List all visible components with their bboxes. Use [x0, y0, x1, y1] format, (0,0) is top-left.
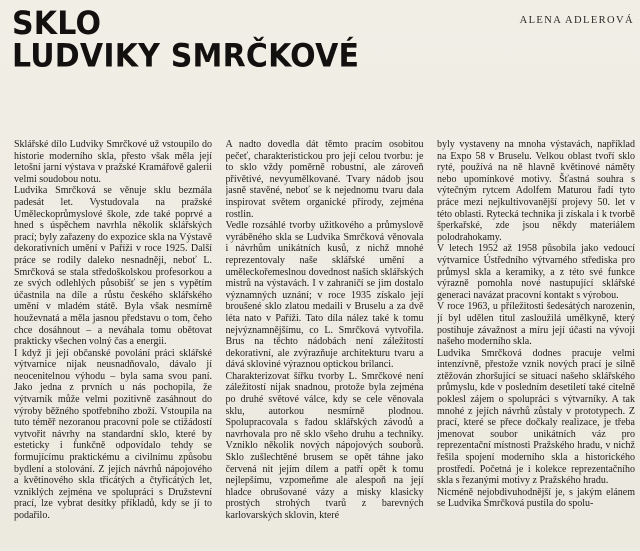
title-line-2: LUDVIKY SMRČKOVÉ: [12, 37, 360, 75]
paragraph: V letech 1952 až 1958 působila jako vedoucí výtvarnice Ústředního výtvarného střediska pro průmysl skla a keramiky, a z této své funkce výrazně pomohla nové nastupující sklářské generaci navázat pracovní kontakt s výrobou.: [437, 243, 635, 301]
author-name: ALENA ADLEROVÁ: [519, 15, 634, 26]
text-column-3: [437, 139, 635, 551]
text-column-2: [226, 139, 424, 551]
title-line-1: SKLO: [12, 4, 102, 43]
article-body: [14, 139, 635, 551]
paragraph: Nicméně nejobdivuhodnější je, s jakým elánem se Ludvika Smrčková pustila do spolu-: [437, 486, 635, 510]
paragraph: I když ji její občanské povolání práci sklářské výtvarnice nijak neusnadňovalo, dávalo jí neocenitelnou výhodu – byla sama svou paní. Jako jedna z prvních u nás pochopila, že výtvarník může velmi pozitivně zasáhnout do výroby běžného spotřebního zboží. Vstoupila na tuto téměř nezoranou pracovní pole se ctižádostí vytvořit návrhy na standardní sklo, které by esteticky i funkčně odpovídalo tehdy se formujícímu praktickému a civilnímu způsobu bydlení a stolování. Z jejích návrhů nápojového a květinového skla třicátých a čtyřicátých let, vzniklých zejména ve spolupráci s Družstevní prací, lze vybrat desítky příkladů, kdy se jí to podařilo.: [14, 347, 212, 521]
paragraph: Vedle rozsáhlé tvorby užitkového a průmyslově vyráběného skla se Ludvika Smrčková věnovala i návrhům unikátních kusů, z nichž mnohé reprezentovaly naše sklářské umění a uměleckořemeslnou dovednost našich sklářských mistrů na výstavách. I v zahraničí se jim dostalo významných uznání; v roce 1935 získalo její broušené sklo zlatou medaili v Bruselu a za dvě léta nato v Paříži. Tato díla nález také k tomu nejvýznamnějšímu, co L. Smrčková vytvořila. Brus na těchto nádobách není záležitostí dekorativní, ale zvýrazňuje architekturu tvaru a dává skloviné výraznou optickou brilanci.: [225, 220, 424, 371]
paragraph: V roce 1963, u příležitosti šedesátých narozenin, jí byl udělen titul zasloužilá umělkyně, který postihuje závažnost a míru její účasti na vývoji našeho moderního skla.: [437, 301, 635, 348]
paragraph: byly vystaveny na mnoha výstavách, například na Expo 58 v Bruselu. Velkou oblast tvoří sklo ryté, používá na ně hlavně květinové náměty nebo upomínkové motivy. Šťastná souhra s výtečným rytcem Adolfem Maturou řadí tyto práce mezi nejkultivovanější projevy 50. let v této oblasti. Rytecká technika ji získala i k tvorbě šperkařské, zde jsou někdy materiálem polodrahokamy.: [437, 139, 635, 243]
text-column-1: [14, 139, 212, 551]
paragraph: Sklářské dílo Ludviky Smrčkové už vstoupilo do historie moderního skla, přesto však měla její letošní jarní výstava v pražské Kramářově galerii velmi soudobou notu.: [14, 139, 212, 185]
paragraph: Ludvika Smrčková se věnuje sklu bezmála padesát let. Vystudovala na pražské Uměleckoprůmyslové škole, zde také poprvé a hned s úspěchem navrhla několik sklářských prací; byly zařazeny do expozice skla na Výstavě dekorativních umění v Paříži v roce 1925. Další práce se rodily daleko nesnadněji, neboť L. Smrčková se stala středoškolskou profesorkou a ze svých odlehlých působišť se jen s vypětím účastnila na díle a růstu českého sklářského umění v mladém státě. Byla však nesmírně houževnatá a měla jasnou představu o tom, čeho chce dosáhnout – a neváhala tomu obětovat prakticky všechen volný čas a energii.: [14, 185, 212, 348]
article-title: [12, 4, 360, 75]
paragraph: Ludvika Smrčková dodnes pracuje velmi intenzívně, přestože vznik nových prací je silně ztěžován zhoršující se situací našeho sklářského průmyslu, kde v posledním desetiletí také citelně poklesl zájem o spolupráci s výtvarníky. A tak mnohé z jejích návrhů zůstaly v prototypech. Z prací, které se přece dočkaly realizace, je třeba jmenovat soubor unikátních váz pro reprezentační místnosti Pražského hradu, v nichž řešila spojení moderního skla a historického prostředí. Početná je i kolekce reprezentačního skla s řezanými motivy z Pražského hradu.: [437, 347, 635, 487]
paragraph: Charakterizovat šířku tvorby L. Smrčkové není záležitostí nijak snadnou, protože byla zejména po druhé světové válce, kdy se cele věnovala sklu, autorkou nesmírně plodnou. Spolupracovala s řadou sklářských závodů a navrhovala pro ně sklo všeho druhu a techniky. Vzniklo několik nových nápojových souborů. Sklo zušlechtěné brusem se opět táhne jako červená nit jejím dílem a patří opět k tomu nejlepšímu, vzpomeňme ale alespoň na její hladce obrušované vázy a misky klasicky prostých strohých tvarů z barevných karlovarských sklovin, které: [225, 370, 424, 521]
paragraph: A nadto dovedla dát těmto pracím osobitou pečeť, charakteristickou pro její celou tvorbu: je to sklo vždy poměrně robustní, ale zároveň přívětivé, nevyumělkované. Tvary nádob jsou jasně stavěné, neboť se k nejednomu tvaru dala inspirovat světem organické přírody, zejména rostlin.: [225, 139, 424, 220]
